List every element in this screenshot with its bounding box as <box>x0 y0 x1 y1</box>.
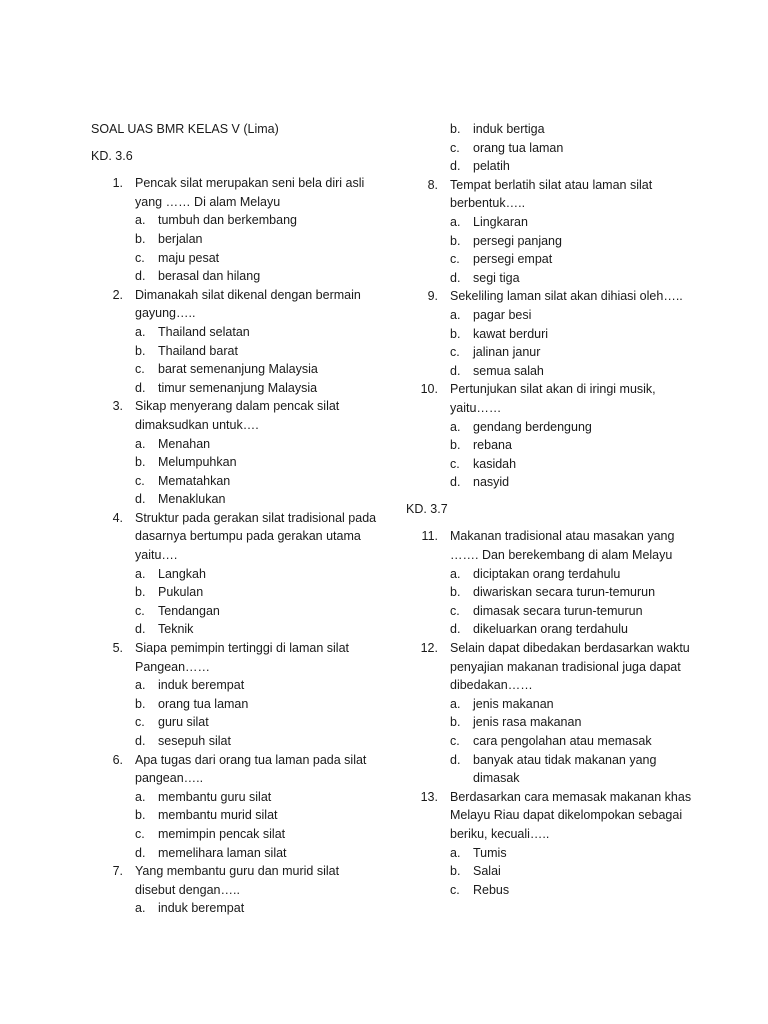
option-text: Teknik <box>158 622 194 637</box>
option-a <box>135 788 381 807</box>
option-text: pagar besi <box>473 307 532 322</box>
option-b <box>135 695 381 714</box>
option-text: Tendangan <box>158 603 220 618</box>
option-text: membantu murid silat <box>158 808 278 823</box>
option-text: membantu guru silat <box>158 789 272 804</box>
option-text: memelihara laman silat <box>158 845 287 860</box>
option-text: Melumpuhkan <box>158 455 237 470</box>
option-b <box>450 436 696 455</box>
option-text: Langkah <box>158 566 206 581</box>
option-letter: c. <box>135 826 145 841</box>
option-d <box>450 269 696 288</box>
option-letter: b. <box>135 696 146 711</box>
option-text: maju pesat <box>158 250 220 265</box>
option-d <box>135 267 381 286</box>
option-text: timur semenanjung Malaysia <box>158 380 318 395</box>
option-text: memimpin pencak silat <box>158 826 286 841</box>
option-c <box>450 455 696 474</box>
option-text: diciptakan orang terdahulu <box>473 566 621 581</box>
option-letter: d. <box>135 622 146 637</box>
question-number: 3. <box>112 399 123 414</box>
option-text: tumbuh dan berkembang <box>158 213 297 228</box>
option-text: induk berempat <box>158 678 245 693</box>
question-4 <box>91 509 381 639</box>
option-letter: c. <box>135 250 145 265</box>
option-text: orang tua laman <box>473 140 564 155</box>
section-heading-kd-3-7: KD. 3.7 <box>406 502 448 517</box>
option-b <box>135 230 381 249</box>
option-text: dimasak secara turun-temurun <box>473 603 643 618</box>
option-letter: b. <box>450 585 461 600</box>
option-text: Menaklukan <box>158 492 226 507</box>
question-text: Struktur pada gerakan silat tradisional pada dasarnya bertumpu pada gerakan utama yaitu…. <box>135 510 377 563</box>
option-c <box>450 250 696 269</box>
option-text: Thailand selatan <box>158 324 250 339</box>
option-letter: d. <box>450 270 461 285</box>
option-letter: c. <box>450 345 460 360</box>
option-letter: a. <box>135 324 146 339</box>
question-number: 8. <box>427 177 438 192</box>
option-letter: d. <box>450 159 461 174</box>
option-a <box>135 565 381 584</box>
option-letter: b. <box>135 585 146 600</box>
option-b <box>450 325 696 344</box>
question-7 <box>91 862 381 918</box>
question-10 <box>406 380 696 492</box>
option-d <box>450 473 696 492</box>
option-c <box>450 602 696 621</box>
option-d <box>450 362 696 381</box>
option-letter: d. <box>450 363 461 378</box>
option-letter: c. <box>450 140 460 155</box>
option-d <box>450 751 696 788</box>
right-column <box>406 120 696 899</box>
question-number: 4. <box>112 510 123 525</box>
option-letter: c. <box>135 362 145 377</box>
option-letter: d. <box>450 622 461 637</box>
option-d <box>135 490 381 509</box>
option-letter: b. <box>450 122 461 136</box>
question-text: Makanan tradisional atau masakan yang ……. Dan berekembang di alam Melayu <box>450 529 675 563</box>
option-c <box>450 139 696 158</box>
option-d <box>450 157 696 176</box>
question-number: 2. <box>112 287 123 302</box>
option-b <box>450 120 696 139</box>
option-b <box>135 806 381 825</box>
question-number: 5. <box>112 641 123 656</box>
option-b <box>450 713 696 732</box>
option-a <box>450 695 696 714</box>
question-5 <box>91 639 381 751</box>
option-text: Rebus <box>473 882 510 897</box>
option-text: induk berempat <box>158 901 245 916</box>
option-letter: c. <box>450 882 460 897</box>
option-letter: a. <box>450 419 461 434</box>
option-text: kawat berduri <box>473 326 549 341</box>
option-text: jenis makanan <box>473 696 554 711</box>
question-12 <box>406 639 696 788</box>
question-text: Apa tugas dari orang tua laman pada silat pangean….. <box>135 752 367 786</box>
question-number: 9. <box>427 289 438 304</box>
option-letter: a. <box>135 566 146 581</box>
question-text: Selain dapat dibedakan berdasarkan waktu penyajian makanan tradisional juga dapat dibedakan…… <box>450 641 690 693</box>
option-letter: b. <box>450 438 461 453</box>
option-c <box>450 881 696 900</box>
option-letter: c. <box>135 603 145 618</box>
option-letter: b. <box>450 233 461 248</box>
option-letter: c. <box>135 715 145 730</box>
option-letter: c. <box>450 603 460 618</box>
option-text: Thailand barat <box>158 343 238 358</box>
option-letter: b. <box>135 808 146 823</box>
option-d <box>135 379 381 398</box>
option-letter: d. <box>135 269 146 284</box>
question-number: 1. <box>112 176 123 191</box>
option-text: Mematahkan <box>158 473 231 488</box>
question-1 <box>91 174 381 286</box>
option-letter: d. <box>135 734 146 748</box>
option-text: guru silat <box>158 715 209 730</box>
option-letter: d. <box>135 845 146 860</box>
question-text: Sekeliling laman silat akan dihiasi oleh….. <box>450 289 683 304</box>
question-number: 7. <box>112 864 123 879</box>
option-letter: d. <box>450 475 461 490</box>
option-c <box>135 602 381 621</box>
option-c <box>450 343 696 362</box>
question-text: Tempat berlatih silat atau laman silat berbentuk….. <box>450 177 653 211</box>
option-a <box>450 565 696 584</box>
option-text: semua salah <box>473 363 544 378</box>
option-a <box>135 211 381 230</box>
option-text: persegi empat <box>473 252 553 267</box>
question-text: Siapa pemimpin tertinggi di laman silat Pangean…… <box>135 641 349 674</box>
option-letter: a. <box>135 789 146 804</box>
option-a <box>135 323 381 342</box>
option-letter: a. <box>135 678 146 693</box>
option-a <box>135 435 381 454</box>
option-letter: d. <box>450 752 461 767</box>
option-text: banyak atau tidak makanan yang dimasak <box>473 752 657 786</box>
option-b <box>450 232 696 251</box>
option-d <box>135 732 381 751</box>
option-a <box>450 418 696 437</box>
left-column <box>91 120 381 918</box>
option-b <box>135 453 381 472</box>
option-text: dikeluarkan orang terdahulu <box>473 622 628 637</box>
option-a <box>450 844 696 863</box>
question-text: Yang membantu guru dan murid silat disebut dengan….. <box>135 864 340 897</box>
option-text: pelatih <box>473 159 510 174</box>
option-letter: a. <box>135 901 146 916</box>
question-6 <box>91 751 381 863</box>
question-7-continued <box>406 120 696 176</box>
option-letter: c. <box>450 734 460 748</box>
option-c <box>135 825 381 844</box>
option-a <box>450 213 696 232</box>
option-letter: a. <box>450 845 461 860</box>
option-text: persegi panjang <box>473 233 562 248</box>
question-number: 12. <box>420 641 438 656</box>
option-text: kasidah <box>473 456 517 471</box>
option-text: jalinan janur <box>473 345 541 360</box>
option-text: sesepuh silat <box>158 734 231 748</box>
option-text: berjalan <box>158 231 203 246</box>
option-d <box>135 844 381 863</box>
option-c <box>135 360 381 379</box>
option-letter: b. <box>450 326 461 341</box>
option-text: induk bertiga <box>473 122 545 136</box>
option-letter: a. <box>135 436 146 451</box>
question-number: 11. <box>421 529 438 544</box>
option-letter: b. <box>135 231 146 246</box>
option-text: cara pengolahan atau memasak <box>473 734 652 748</box>
option-letter: a. <box>135 213 146 228</box>
option-b <box>450 583 696 602</box>
question-text: Dimanakah silat dikenal dengan bermain gayung….. <box>135 287 361 321</box>
option-letter: c. <box>135 473 145 488</box>
question-number: 6. <box>112 752 123 767</box>
option-d <box>450 620 696 639</box>
question-text: Berdasarkan cara memasak makanan khas Melayu Riau dapat dikelompokan sebagai beriku, kecuali….. <box>450 789 692 841</box>
question-number: 13. <box>420 789 438 804</box>
question-text: Sikap menyerang dalam pencak silat dimaksudkan untuk…. <box>135 399 340 432</box>
option-letter: c. <box>450 456 460 471</box>
option-letter: b. <box>450 715 461 730</box>
option-text: Lingkaran <box>473 214 528 229</box>
option-a <box>450 306 696 325</box>
option-text: jenis rasa makanan <box>473 715 582 730</box>
option-text: gendang berdengung <box>473 419 592 434</box>
option-letter: a. <box>450 566 461 581</box>
option-text: nasyid <box>473 475 510 490</box>
option-letter: b. <box>450 864 461 879</box>
question-text: Pencak silat merupakan seni bela diri asli yang …… Di alam Melayu <box>135 176 365 209</box>
question-13 <box>406 788 696 900</box>
option-text: rebana <box>473 438 512 453</box>
question-text: Pertunjukan silat akan di iringi musik, yaitu…… <box>450 382 656 415</box>
option-letter: a. <box>450 307 461 322</box>
option-text: barat semenanjung Malaysia <box>158 362 318 377</box>
option-letter: a. <box>450 214 461 229</box>
option-c <box>450 732 696 751</box>
option-letter: c. <box>450 252 460 267</box>
option-b <box>450 862 696 881</box>
option-c <box>135 472 381 491</box>
option-a <box>135 676 381 695</box>
option-letter: b. <box>135 455 146 470</box>
option-text: Pukulan <box>158 585 204 600</box>
question-9 <box>406 287 696 380</box>
page-title: SOAL UAS BMR KELAS V (Lima) <box>91 122 279 136</box>
section-heading-kd-3-6: KD. 3.6 <box>91 149 133 164</box>
option-d <box>135 620 381 639</box>
question-3 <box>91 397 381 509</box>
question-number: 10. <box>420 382 438 397</box>
option-text: segi tiga <box>473 270 520 285</box>
option-text: diwariskan secara turun-temurun <box>473 585 656 600</box>
option-letter: d. <box>135 380 146 395</box>
option-b <box>135 342 381 361</box>
option-letter: a. <box>450 696 461 711</box>
option-text: Menahan <box>158 436 211 451</box>
question-11 <box>406 527 696 639</box>
option-b <box>135 583 381 602</box>
option-text: Tumis <box>473 845 507 860</box>
question-8 <box>406 176 696 288</box>
option-letter: d. <box>135 492 146 507</box>
option-text: Salai <box>473 864 501 879</box>
option-c <box>135 249 381 268</box>
option-text: orang tua laman <box>158 696 249 711</box>
question-2 <box>91 286 381 398</box>
option-letter: b. <box>135 343 146 358</box>
option-c <box>135 713 381 732</box>
option-text: berasal dan hilang <box>158 269 261 284</box>
option-a <box>135 899 381 918</box>
